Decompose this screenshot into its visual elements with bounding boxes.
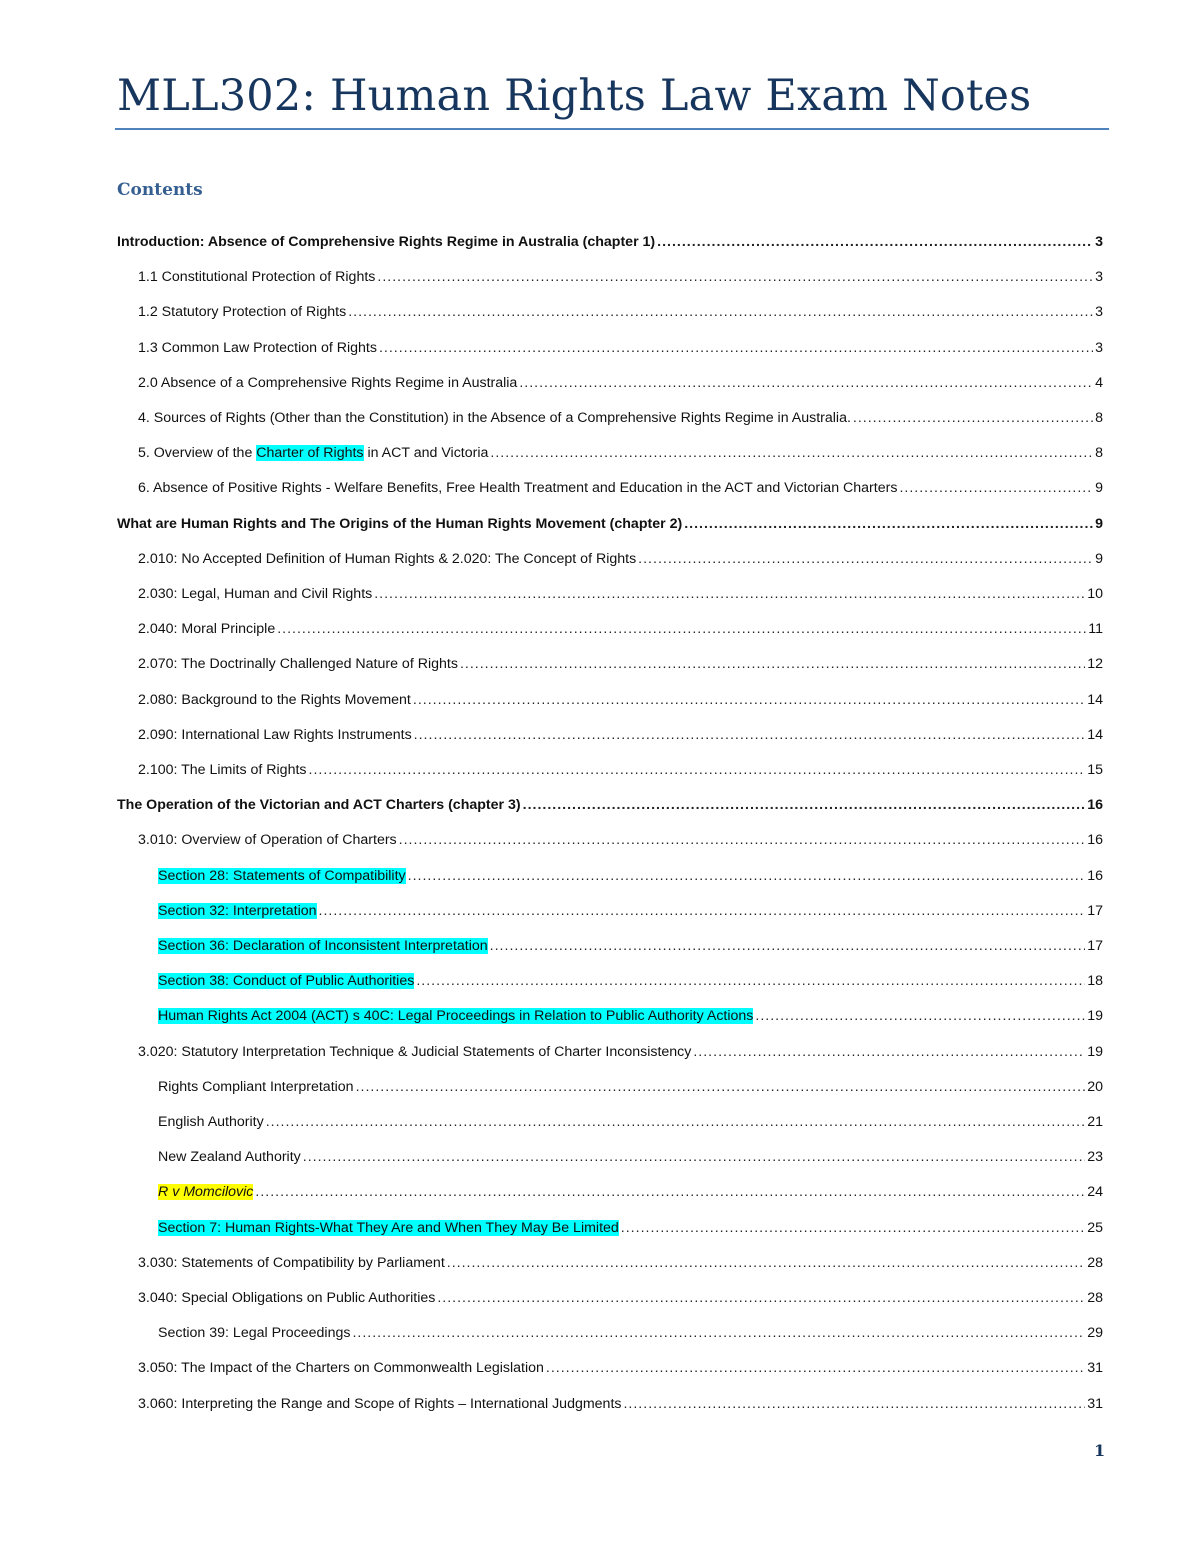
toc-page-number: 16: [1087, 832, 1103, 848]
toc-entry-title-text: 1.1 Constitutional Protection of Rights: [138, 269, 376, 285]
toc-page-number: 31: [1087, 1396, 1103, 1412]
dot-leader: [523, 795, 1086, 815]
dot-leader: [374, 584, 1085, 604]
toc-entry[interactable]: [138, 756, 1103, 780]
toc-entry-title-text: 3.060: Interpreting the Range and Scope of Rights – International Judgments: [138, 1396, 622, 1412]
toc-entry-title-text: 6. Absence of Positive Rights - Welfare Benefits, Free Health Treatment and Education in the ACT and Victorian Charters: [138, 480, 898, 496]
toc-entry-title: [158, 1182, 253, 1202]
toc-entry-title: [158, 1006, 753, 1026]
toc-page-number: 19: [1087, 1044, 1103, 1060]
toc-entry-title-text: The Operation of the Victorian and ACT Charters (chapter 3): [117, 797, 521, 813]
toc-entry[interactable]: [158, 1143, 1103, 1167]
toc-entry[interactable]: [138, 298, 1103, 322]
toc-entry-title: [138, 338, 377, 358]
toc-entry-title: [117, 514, 682, 534]
dot-leader: [379, 338, 1093, 358]
toc-entry-title-text: 2.040: Moral Principle: [138, 621, 276, 637]
toc-page-number: 14: [1087, 727, 1103, 743]
toc-entry-title: [138, 1253, 445, 1273]
toc-entry-title: [138, 549, 636, 569]
dot-leader: [255, 1182, 1085, 1202]
toc-page-number: 16: [1087, 797, 1103, 813]
toc-page-number: 20: [1087, 1079, 1103, 1095]
dot-leader: [414, 725, 1086, 745]
dot-leader: [447, 1253, 1085, 1273]
toc-entry[interactable]: [138, 369, 1103, 393]
toc-page-number: 17: [1087, 938, 1103, 954]
highlighted-text: R v Momcilovic: [158, 1184, 254, 1200]
toc-page-number: 3: [1095, 269, 1103, 285]
toc-page-number: 11: [1088, 621, 1103, 637]
dot-leader: [309, 760, 1086, 780]
dot-leader: [399, 830, 1086, 850]
toc-entry[interactable]: [158, 1319, 1103, 1343]
toc-entry-title-text: Introduction: Absence of Comprehensive Rights Regime in Australia (chapter 1): [117, 234, 656, 250]
toc-entry[interactable]: [138, 545, 1103, 569]
toc-entry-title: [158, 1147, 301, 1167]
toc-entry-title-part: in ACT and Victoria: [363, 445, 489, 461]
toc-page-number: 3: [1095, 234, 1103, 250]
toc-entry-title: [138, 760, 307, 780]
toc-entry[interactable]: [158, 932, 1103, 956]
toc-entry-title: [138, 443, 488, 463]
toc-entry[interactable]: [158, 967, 1103, 991]
dot-leader: [437, 1288, 1085, 1308]
dot-leader: [657, 232, 1093, 252]
toc-page-number: 23: [1087, 1149, 1103, 1165]
dot-leader: [408, 866, 1086, 886]
toc-entry[interactable]: [158, 862, 1103, 886]
toc-entry[interactable]: [138, 334, 1103, 358]
toc-entry[interactable]: [158, 1002, 1103, 1026]
toc-entry-title: [158, 901, 317, 921]
toc-entry-title-text: Rights Compliant Interpretation: [158, 1079, 354, 1095]
toc-entry-title-text: 3.040: Special Obligations on Public Authorities: [138, 1290, 436, 1306]
highlighted-text: Charter of Rights: [256, 445, 364, 461]
toc-entry[interactable]: [138, 686, 1103, 710]
toc-page-number: 10: [1087, 586, 1103, 602]
toc-entry[interactable]: [117, 510, 1103, 534]
toc-page-number: 28: [1087, 1255, 1103, 1271]
toc-entry[interactable]: [138, 1249, 1103, 1273]
toc-page-number: 4: [1095, 375, 1103, 391]
toc-entry-title-text: 1.3 Common Law Protection of Rights: [138, 340, 377, 356]
dot-leader: [319, 901, 1086, 921]
dot-leader: [303, 1147, 1085, 1167]
toc-entry-title: [138, 302, 346, 322]
toc-entry[interactable]: [138, 1390, 1103, 1414]
toc-entry-title: [138, 1358, 544, 1378]
highlighted-text: Section 36: Declaration of Inconsistent Interpretation: [158, 938, 488, 954]
toc-entry-title: [138, 584, 372, 604]
page-number: 1: [1094, 1441, 1106, 1460]
toc-entry[interactable]: [138, 1284, 1103, 1308]
toc-entry[interactable]: [138, 615, 1103, 639]
toc-entry[interactable]: [117, 228, 1103, 252]
toc-entry-title: [117, 795, 521, 815]
toc-page-number: 14: [1087, 692, 1103, 708]
dot-leader: [416, 971, 1085, 991]
dot-leader: [490, 936, 1086, 956]
dot-leader: [755, 1006, 1085, 1026]
dot-leader: [356, 1077, 1086, 1097]
toc-entry[interactable]: [138, 439, 1103, 463]
dot-leader: [519, 373, 1093, 393]
dot-leader: [352, 1323, 1085, 1343]
toc-page-number: 9: [1095, 516, 1103, 532]
toc-entry-title-text: What are Human Rights and The Origins of the Human Rights Movement (chapter 2): [117, 516, 683, 532]
toc-entry-title: [158, 1323, 350, 1343]
toc-entry-title-text: 2.030: Legal, Human and Civil Rights: [138, 586, 373, 602]
toc-entry-title-text: 2.010: No Accepted Definition of Human Rights & 2.020: The Concept of Rights: [138, 551, 637, 567]
highlighted-text: Section 28: Statements of Compatibility: [158, 868, 406, 884]
toc-entry-title: [138, 725, 412, 745]
toc-page-number: 29: [1087, 1325, 1103, 1341]
toc-page-number: 21: [1087, 1114, 1103, 1130]
toc-page-number: 25: [1087, 1220, 1103, 1236]
toc-entry-title: [117, 232, 655, 252]
toc-entry-title: [138, 654, 458, 674]
highlighted-text: Section 32: Interpretation: [158, 903, 317, 919]
toc-entry-title-text: 2.0 Absence of a Comprehensive Rights Regime in Australia: [138, 375, 518, 391]
dot-leader: [546, 1358, 1085, 1378]
contents-heading: Contents: [117, 180, 203, 200]
dot-leader: [638, 549, 1093, 569]
toc-entry-title-text: Section 39: Legal Proceedings: [158, 1325, 351, 1341]
toc-entry-title: [158, 1077, 354, 1097]
toc-entry-title-text: New Zealand Authority: [158, 1149, 301, 1165]
toc-entry[interactable]: [158, 1108, 1103, 1132]
toc-entry-title-text: 2.090: International Law Rights Instruments: [138, 727, 412, 743]
toc-entry-title: [158, 971, 414, 991]
toc-entry-title-text: 2.100: The Limits of Rights: [138, 762, 307, 778]
toc-entry-title-text: 1.2 Statutory Protection of Rights: [138, 304, 347, 320]
toc-entry-title: [138, 1288, 435, 1308]
toc-entry-title-text: 3.030: Statements of Compatibility by Parliament: [138, 1255, 445, 1271]
toc-entry-title: [138, 619, 275, 639]
toc-entry-title: [138, 830, 397, 850]
toc-page-number: 12: [1087, 656, 1103, 672]
toc-page-number: 15: [1087, 762, 1103, 778]
dot-leader: [348, 302, 1093, 322]
toc-page-number: 3: [1095, 340, 1103, 356]
toc-entry[interactable]: [138, 650, 1103, 674]
toc-entry-title: [138, 1394, 621, 1414]
toc-page-number: 8: [1095, 410, 1103, 426]
toc-page-number: 8: [1095, 445, 1103, 461]
toc-entry-title: [158, 1218, 619, 1238]
toc-entry[interactable]: [138, 474, 1103, 498]
toc-entry-title-text: 3.010: Overview of Operation of Charters: [138, 832, 397, 848]
toc-page-number: 16: [1087, 868, 1103, 884]
document-title: MLL302: Human Rights Law Exam Notes: [117, 71, 1032, 121]
toc-entry-title: [158, 936, 488, 956]
toc-entry-title-text: 4. Sources of Rights (Other than the Constitution) in the Absence of a Comprehensive Rights Regime in Australia.: [138, 410, 851, 426]
toc-entry-title: [138, 408, 851, 428]
toc-entry-title: [138, 478, 897, 498]
toc-entry-title-text: 2.070: The Doctrinally Challenged Nature of Rights: [138, 656, 458, 672]
toc-page-number: 24: [1087, 1184, 1103, 1200]
toc-page-number: 18: [1087, 973, 1103, 989]
toc-entry-title: [138, 1042, 691, 1062]
toc-entry[interactable]: [138, 404, 1103, 428]
highlighted-text: Section 38: Conduct of Public Authorities: [158, 973, 415, 989]
toc-page-number: 31: [1087, 1360, 1103, 1376]
toc-entry[interactable]: [138, 263, 1103, 287]
toc-page-number: 9: [1095, 480, 1103, 496]
dot-leader: [266, 1112, 1086, 1132]
toc-entry-title: [158, 1112, 264, 1132]
toc-entry[interactable]: [138, 580, 1103, 604]
highlighted-text: Section 7: Human Rights-What They Are and When They May Be Limited: [158, 1220, 619, 1236]
toc-entry[interactable]: [138, 1354, 1103, 1378]
toc-entry-title-text: English Authority: [158, 1114, 264, 1130]
toc-page-number: 9: [1095, 551, 1103, 567]
highlighted-text: Human Rights Act 2004 (ACT) s 40C: Legal Proceedings in Relation to Public Authority Actions: [158, 1008, 754, 1024]
toc-entry-title: [138, 267, 375, 287]
toc-entry[interactable]: [158, 1073, 1103, 1097]
toc-entry[interactable]: [138, 826, 1103, 850]
toc-entry-title-text: 3.020: Statutory Interpretation Technique & Judicial Statements of Charter Inconsistency: [138, 1044, 692, 1060]
toc-entry-title: [138, 690, 411, 710]
toc-entry-title: [158, 866, 406, 886]
dot-leader: [684, 514, 1093, 534]
toc-entry[interactable]: [117, 791, 1103, 815]
toc-entry[interactable]: [158, 1178, 1103, 1202]
dot-leader: [853, 408, 1093, 428]
toc-entry[interactable]: [158, 1214, 1103, 1238]
dot-leader: [490, 443, 1093, 463]
toc-entry-title: [138, 373, 517, 393]
dot-leader: [413, 690, 1085, 710]
dot-leader: [623, 1394, 1085, 1414]
toc-page-number: 28: [1087, 1290, 1103, 1306]
toc-page-number: 17: [1087, 903, 1103, 919]
toc-entry[interactable]: [138, 721, 1103, 745]
toc-entry-title-text: 3.050: The Impact of the Charters on Commonwealth Legislation: [138, 1360, 544, 1376]
toc-page-number: 3: [1095, 304, 1103, 320]
toc-entry-title-part: 5. Overview of the: [138, 445, 257, 461]
toc-entry[interactable]: [158, 897, 1103, 921]
dot-leader: [899, 478, 1093, 498]
toc-entry[interactable]: [138, 1038, 1103, 1062]
toc-page-number: 19: [1087, 1008, 1103, 1024]
title-underline-rule: [115, 128, 1109, 130]
dot-leader: [693, 1042, 1085, 1062]
dot-leader: [621, 1218, 1085, 1238]
dot-leader: [377, 267, 1093, 287]
toc-entry-title-text: 2.080: Background to the Rights Movement: [138, 692, 411, 708]
dot-leader: [277, 619, 1086, 639]
dot-leader: [460, 654, 1085, 674]
